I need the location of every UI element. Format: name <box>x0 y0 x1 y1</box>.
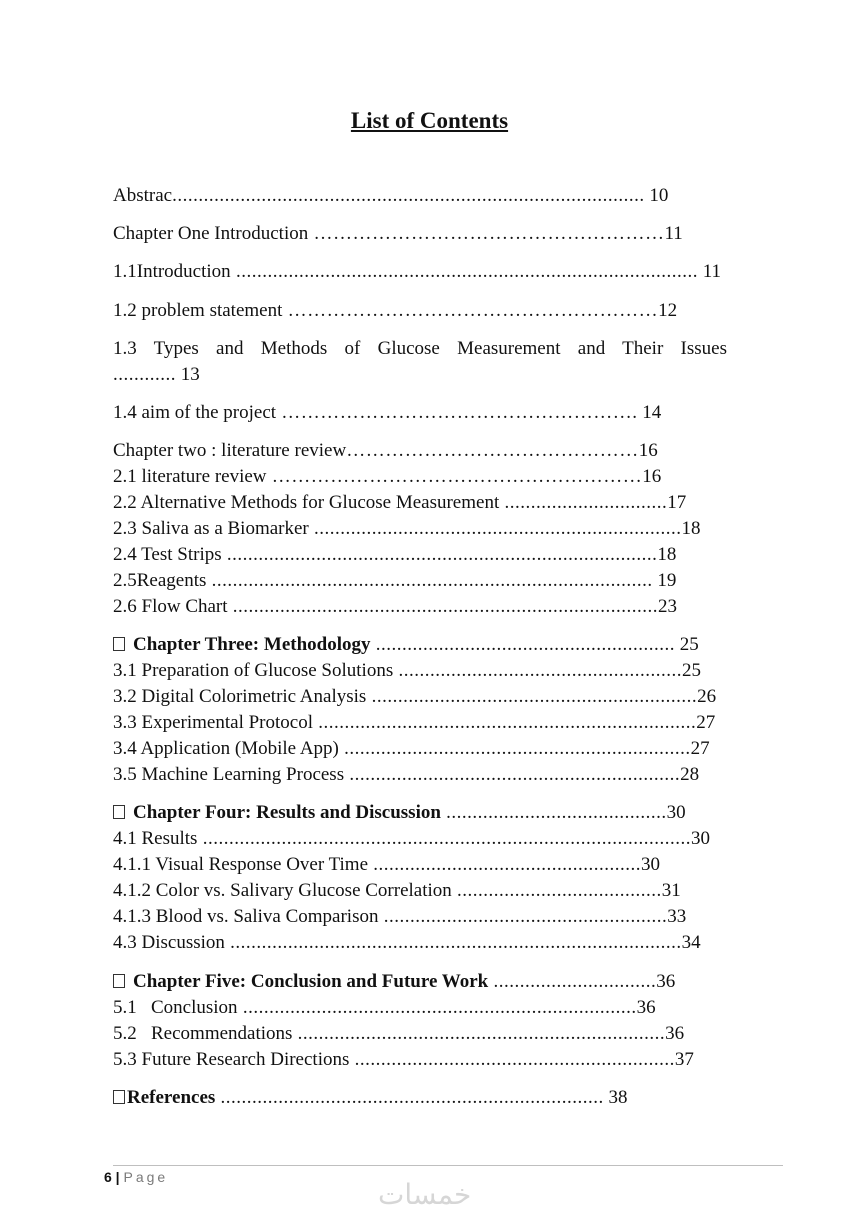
toc-page-number: 13 <box>176 364 200 385</box>
toc-entry-text: 3.5 Machine Learning Process <box>113 764 345 785</box>
toc-entry-2-6[interactable] <box>113 594 727 620</box>
toc-page-number: 37 <box>674 1049 694 1070</box>
toc-entry-text: Chapter One Introduction <box>113 223 309 244</box>
toc-entry-2-5[interactable] <box>113 568 727 594</box>
toc-entry-3-4[interactable] <box>113 736 727 762</box>
toc-entry-1-4[interactable] <box>113 400 727 426</box>
toc-page-number: 18 <box>681 518 701 539</box>
toc-entry-4-3[interactable] <box>113 930 727 956</box>
checkbox-glyph-icon <box>113 1090 125 1104</box>
toc-leader-dots: .................................................................................. <box>221 544 658 565</box>
toc-leader-dots: .......................................... <box>440 802 667 823</box>
toc-page-number: 34 <box>681 932 701 953</box>
toc-entry-text: 1.4 aim of the project <box>113 402 277 423</box>
toc-entry-2-4[interactable] <box>113 542 727 568</box>
toc-entry-text: 1.2 problem statement <box>113 300 283 321</box>
toc-leader-dots: ...................................................... <box>393 660 682 681</box>
toc-entry-chapter-one[interactable] <box>113 221 727 247</box>
toc-entry-text: 3.4 Application (Mobile App) <box>113 738 339 759</box>
toc-leader-dots: .............................................................. <box>366 686 698 707</box>
toc-page-number: 26 <box>697 686 717 707</box>
toc-page-number: 36 <box>665 1023 685 1044</box>
toc-entry-text: 3.1 Preparation of Glucose Solutions <box>113 660 394 681</box>
toc-entry-text: 2.1 literature review <box>113 466 267 487</box>
toc-entry-abstract[interactable] <box>113 183 727 209</box>
toc-entry-2-1[interactable] <box>113 464 727 490</box>
page-title: List of Contents <box>350 108 509 133</box>
toc-entry-text: Chapter two : literature review <box>113 440 347 461</box>
toc-entry-text: 2.4 Test Strips <box>113 544 222 565</box>
toc-leader-dots: ......................................................... <box>370 634 675 655</box>
toc-leader-dots: ...................................................................... <box>292 1023 666 1044</box>
toc-entry-chapter-four[interactable] <box>113 800 727 826</box>
page-footer <box>104 1169 168 1185</box>
toc-page-number: 16 <box>642 466 662 487</box>
toc-page-number: 30 <box>666 802 686 823</box>
toc-page-number: 10 <box>644 185 669 206</box>
toc-entry-chapter-two[interactable] <box>113 438 727 464</box>
toc-leader-dots: ………………………………………………. <box>276 402 638 423</box>
toc-entry-text: 1.1Introduction <box>113 261 231 282</box>
toc-leader-dots: .......................................................................................... <box>172 185 645 206</box>
toc-page-number: 36 <box>636 997 656 1018</box>
toc-page-number: 38 <box>603 1087 628 1108</box>
checkbox-glyph-icon <box>113 974 125 988</box>
toc-entry-chapter-five[interactable] <box>113 969 727 995</box>
toc-entry-4-1-1[interactable] <box>113 852 727 878</box>
toc-entry-text: 5.3 Future Research Directions <box>113 1049 350 1070</box>
toc-leader-dots: .................................................................. <box>338 738 691 759</box>
toc-page-number: 19 <box>652 570 677 591</box>
toc-page-number: 11 <box>664 223 683 244</box>
toc-entry-text: 4.1.2 Color vs. Salivary Glucose Correlation <box>113 880 452 901</box>
toc-page-number: 17 <box>667 492 687 513</box>
toc-page-number: 14 <box>637 402 662 423</box>
toc-entry-references[interactable] <box>113 1085 727 1111</box>
toc-entry-4-1[interactable] <box>113 826 727 852</box>
toc-entry-text: 4.3 Discussion <box>113 932 225 953</box>
toc-leader-dots: ............................................................. <box>349 1049 675 1070</box>
checkbox-glyph-icon <box>113 805 125 819</box>
toc-page-number: 18 <box>657 544 677 565</box>
toc-entry-text: Chapter Five: Conclusion and Future Work <box>133 971 489 992</box>
footer-page-number: 6 <box>104 1169 112 1185</box>
toc-leader-dots: ……………………………………………… <box>308 223 665 244</box>
toc-entry-text: 2.2 Alternative Methods for Glucose Measurement <box>113 492 500 513</box>
toc-leader-dots: ...................................................................... <box>308 518 682 539</box>
toc-entry-text: 3.3 Experimental Protocol <box>113 712 313 733</box>
toc-entry-chapter-three[interactable] <box>113 632 727 658</box>
toc-leader-dots: ………………………………………………… <box>266 466 643 487</box>
toc-entry-text: Chapter Four: Results and Discussion <box>133 802 441 823</box>
toc-entry-5-2[interactable] <box>113 1021 727 1047</box>
toc-entry-3-3[interactable] <box>113 710 727 736</box>
toc-entry-text: References <box>127 1087 216 1108</box>
toc-leader-dots: ............................... <box>499 492 668 513</box>
toc-entry-text: Abstrac <box>113 185 173 206</box>
toc-entry-text: 5.1 Conclusion <box>113 997 238 1018</box>
toc-entry-text: 4.1 Results <box>113 828 198 849</box>
toc-entry-1-3[interactable] <box>113 336 727 388</box>
footer-page-label: Page <box>123 1169 169 1185</box>
toc-page-number: 16 <box>638 440 658 461</box>
toc-page-number: 27 <box>690 738 710 759</box>
toc-entry-4-1-3[interactable] <box>113 904 727 930</box>
toc-leader-dots: ........................................................................................ <box>230 261 698 282</box>
toc-page-number: 23 <box>658 596 678 617</box>
toc-entry-text: 3.2 Digital Colorimetric Analysis <box>113 686 367 707</box>
toc-leader-dots: ................................................... <box>368 854 642 875</box>
toc-entry-text: 2.6 Flow Chart <box>113 596 228 617</box>
toc-entry-text: 2.3 Saliva as a Biomarker <box>113 518 309 539</box>
toc-page-number: 31 <box>661 880 681 901</box>
toc-page-number: 30 <box>641 854 661 875</box>
toc-entry-1-1[interactable] <box>113 259 727 285</box>
toc-entry-text: 1.3 Types and Methods of Glucose Measurement and Their Issues <box>113 338 727 359</box>
footer-divider <box>113 1165 783 1166</box>
toc-leader-dots: ...................................................... <box>378 906 668 927</box>
toc-page-number: 30 <box>690 828 710 849</box>
toc-leader-dots: ......................................................................... <box>215 1087 604 1108</box>
toc-leader-dots: ……………………………………… <box>346 440 639 461</box>
toc-leader-dots: ....................................... <box>451 880 662 901</box>
toc-page-number: 12 <box>658 300 678 321</box>
toc-entry-text: 4.1.3 Blood vs. Saliva Comparison <box>113 906 379 927</box>
toc-leader-dots: ............ <box>113 364 176 385</box>
toc-entry-text: 4.1.1 Visual Response Over Time <box>113 854 369 875</box>
watermark: خمسات <box>378 1178 472 1211</box>
toc-leader-dots: ............................................................................................. <box>197 828 691 849</box>
toc-leader-dots: ............................................................... <box>344 764 681 785</box>
toc-page-number: 11 <box>697 261 721 282</box>
toc-page-number: 33 <box>667 906 687 927</box>
toc-entry-text: 5.2 Recommendations <box>113 1023 293 1044</box>
toc-entry-2-3[interactable] <box>113 516 727 542</box>
toc-entry-3-5[interactable] <box>113 762 727 788</box>
toc-leader-dots: .................................................................................... <box>206 570 653 591</box>
toc-leader-dots: ........................................................................ <box>312 712 697 733</box>
toc-entry-1-2[interactable] <box>113 298 727 324</box>
toc-entry-4-1-2[interactable] <box>113 878 727 904</box>
toc-leader-dots: ………………………………………………… <box>282 300 659 321</box>
toc-page-number: 28 <box>680 764 700 785</box>
toc-leader-dots: ...................................................................................... <box>224 932 682 953</box>
checkbox-glyph-icon <box>113 637 125 651</box>
toc-entry-3-1[interactable] <box>113 658 727 684</box>
toc-page-number: 25 <box>675 634 699 655</box>
footer-separator: | <box>111 1169 124 1185</box>
toc-entry-text: 2.5Reagents <box>113 570 207 591</box>
toc-entry-5-1[interactable] <box>113 995 727 1021</box>
toc-page-number: 36 <box>656 971 676 992</box>
toc-leader-dots: ................................................................................. <box>227 596 659 617</box>
toc-page-number: 27 <box>696 712 716 733</box>
toc-entry-5-3[interactable] <box>113 1047 727 1073</box>
toc-leader-dots: ........................................................................... <box>237 997 637 1018</box>
toc-page-number: 25 <box>681 660 701 681</box>
toc-leader-dots: ............................... <box>488 971 657 992</box>
toc-entry-2-2[interactable] <box>113 490 727 516</box>
toc-entry-3-2[interactable] <box>113 684 727 710</box>
toc-entry-text: Chapter Three: Methodology <box>133 634 371 655</box>
